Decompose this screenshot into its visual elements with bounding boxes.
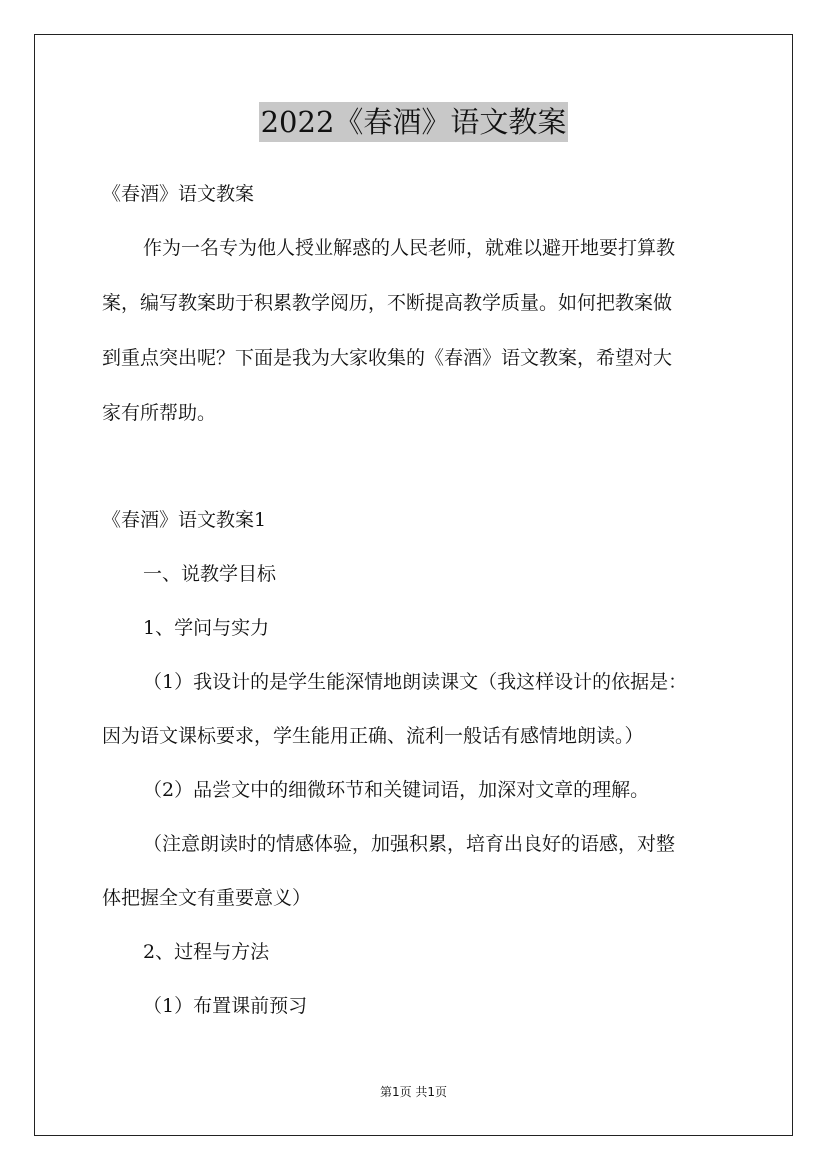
subheading-1: 1、学问与实力 [143,617,270,639]
section-heading-1: 一、说教学目标 [143,563,277,585]
paragraph-4: （1）布置课前预习 [143,995,308,1017]
paragraph-1-line-1: （1）我设计的是学生能深情地朗读课文（我这样设计的依据是： [143,671,688,693]
title-block [0,102,827,142]
paragraph-2: （2）品尝文中的细微环节和关键词语，加深对文章的理解。 [143,779,650,801]
intro-line-1: 作为一名专为他人授业解惑的人民老师，就难以避开地要打算教 [143,237,676,259]
page-footer: 第1页 共1页 [379,1085,448,1099]
intro-line-4: 家有所帮助。 [102,402,217,424]
paragraph-3-line-2: 体把握全文有重要意义） [102,887,312,909]
intro-line-3: 到重点突出呢？下面是我为大家收集的《春酒》语文教案，希望对大 [102,347,673,369]
intro-line-2: 案，编写教案助于积累教学阅历，不断提高教学质量。如何把教案做 [102,292,673,314]
section-title: 《春酒》语文教案1 [102,509,267,531]
subtitle: 《春酒》语文教案 [102,183,255,205]
paragraph-1-line-2: 因为语文课标要求，学生能用正确、流利一般话有感情地朗读。） [102,725,644,747]
paragraph-3-line-1: （注意朗读时的情感体验，加强积累，培育出良好的语感，对整 [143,833,676,855]
subheading-2: 2、过程与方法 [143,941,270,963]
document-title: 2022《春酒》语文教案 [259,102,569,142]
